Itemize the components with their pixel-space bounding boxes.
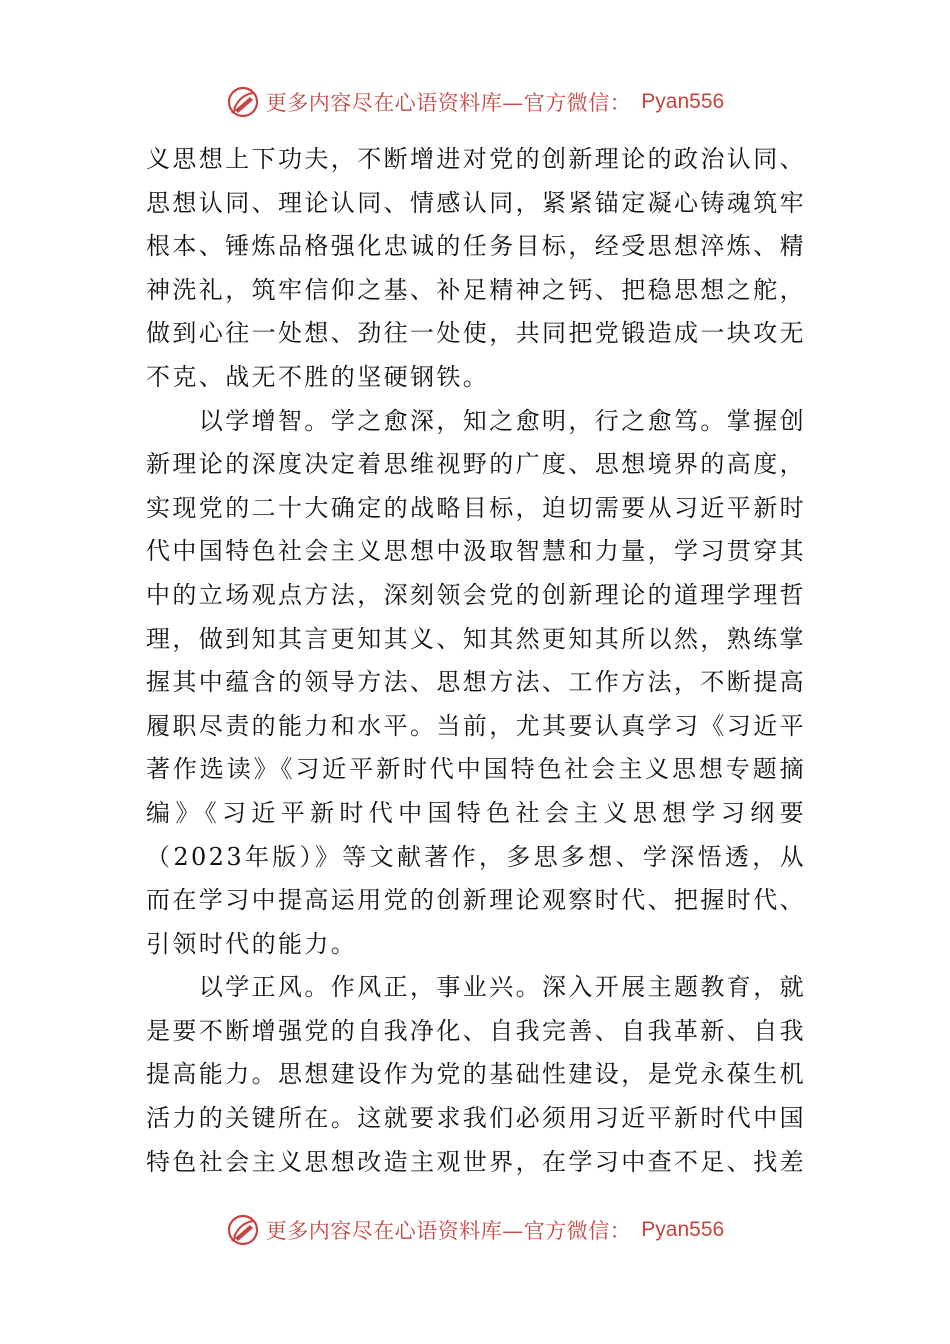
document-body [146, 138, 806, 1184]
watermark-text: 更多内容尽在心语资料库—官方微信： [265, 91, 632, 115]
paragraph-learn-wisdom: 以学增智。学之愈深，知之愈明，行之愈笃。掌握创新理论的深度决定着思维视野的广度、思想境界的高度，实现党的二十大确定的战略目标，迫切需要从习近平新时代中国特色社会主义思想中汲取智慧和力量，学习贯穿其中的立场观点方法，深刻领会党的创新理论的道理学理哲理，做到知其言更知其义、知其然更知其所以然，熟练掌握其中蕴含的领导方法、思想方法、工作方法，不断提高履职尽责的能力和水平。当前，尤其要认真学习《习近平著作选读》《习近平新时代中国特色社会主义思想专题摘编》《习近平新时代中国特色社会主义思想学习纲要（2023年版）》等文献著作，多思多想、学深悟透，从而在学习中提高运用党的创新理论观察时代、把握时代、引领时代的能力。 [146, 406, 806, 958]
watermark-id: Pyan556 [641, 90, 725, 113]
watermark-text: 更多内容尽在心语资料库—官方微信： [265, 1219, 632, 1243]
watermark-id: Pyan556 [641, 1218, 725, 1241]
watermark-banner-top [0, 82, 950, 122]
watermark-banner-bottom [0, 1210, 950, 1250]
pen-logo-icon [226, 85, 260, 119]
pen-logo-icon [226, 1213, 260, 1247]
paragraph-continued: 义思想上下功夫，不断增进对党的创新理论的政治认同、思想认同、理论认同、情感认同，紧紧锚定凝心铸魂筑牢根本、锤炼品格强化忠诚的任务目标，经受思想淬炼、精神洗礼，筑牢信仰之基、补足精神之钙、把稳思想之舵，做到心往一处想、劲往一处使，共同把党锻造成一块攻无不克、战无不胜的坚硬钢铁。 [146, 145, 806, 391]
paragraph-learn-style: 以学正风。作风正，事业兴。深入开展主题教育，就是要不断增强党的自我净化、自我完善、自我革新、自我提高能力。思想建设作为党的基础性建设，是党永葆生机活力的关键所在。这就要求我们必须用习近平新时代中国特色社会主义思想改造主观世界，在学习中查不足、找差 [146, 973, 806, 1176]
